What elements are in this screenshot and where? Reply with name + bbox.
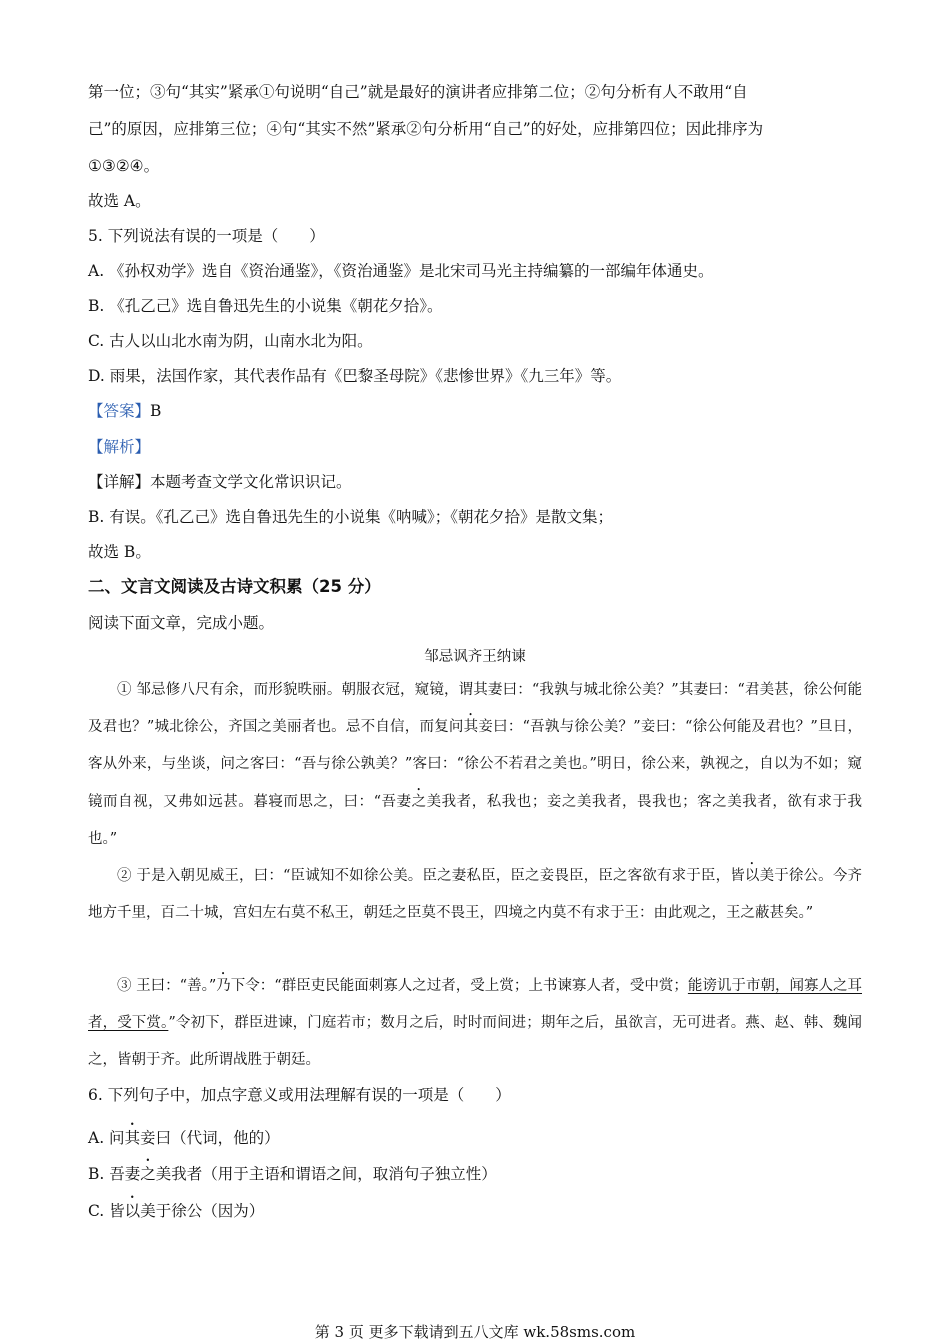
- p2-text-a: ② 于是入朝见威王，曰：“臣诚知不如徐公美。臣之妻私臣，臣之妾畏臣，臣之客欲有求于臣，皆: [117, 868, 745, 884]
- q6c-pre: C. 皆: [88, 1202, 125, 1220]
- q6a-post: 妾曰（代词，他的）: [140, 1129, 280, 1147]
- question-5-conclusion: 故选 B。: [88, 543, 151, 561]
- question-6-option-a: [88, 1120, 280, 1149]
- question-6-option-c: [88, 1193, 264, 1222]
- prev-answer-line-1: 第一位；③句“其实”紧承①句说明“自己”就是最好的演讲者应排第二位；②句分析有人不敢用“自: [88, 83, 748, 101]
- p3-text-a: ③ 王曰：“善。”: [117, 978, 217, 994]
- section-2-heading: 二、文言文阅读及古诗文积累（25 分）: [88, 577, 381, 596]
- q6a-pre: A. 问: [88, 1129, 125, 1147]
- q6b-dotted-char: 之: [140, 1165, 156, 1183]
- detail-line: 【详解】本题考查文学文化常识识记。: [88, 473, 352, 491]
- q6a-dotted-char: 其: [124, 1129, 141, 1147]
- question-6-stem: 6. 下列句子中，加点字意义或用法理解有误的一项是（ ）: [88, 1086, 511, 1104]
- passage-paragraph-3: [88, 968, 862, 1080]
- q6c-dotted-char: 以: [124, 1202, 141, 1220]
- question-5-option-b: B. 《孔乙己》选自鲁迅先生的小说集《朝花夕拾》。: [88, 297, 443, 315]
- p1-dotted-char-2: 之: [411, 793, 427, 810]
- prev-answer-line-2: 己”的原因，应排第三位；④句“其实不然”紧承②句分析用“自己”的好处，应排第四位；因此排序为: [88, 120, 764, 138]
- p2-dotted-char-1: 以: [744, 868, 760, 884]
- passage-title: 邹忌讽齐王纳谏: [424, 649, 526, 665]
- p3-text-b: 下令：“群臣吏民能面刺寡人之过者，受上赏；上书谏寡人者，受中赏；: [230, 978, 688, 994]
- q6b-pre: B. 吾妻: [88, 1165, 141, 1183]
- p1-text-a: ① 邹忌修八尺有余，而形貌昳丽。朝服衣冠，窥镜，谓其妻曰：“我孰与城北徐公美？”其妻曰：“君美甚，徐公何能及君也？”城北徐公，齐国之美丽者也。忌不自信，而复问: [88, 682, 862, 736]
- q6b-post: 美我者（用于主语和谓语之间，取消句子独立性）: [155, 1165, 497, 1183]
- question-5-stem: 5. 下列说法有误的一项是（ ）: [88, 227, 325, 245]
- prev-answer-line-3: ①③②④。: [88, 157, 160, 175]
- page-footer: 第 3 页 更多下载请到五八文库 wk.58sms.com: [314, 1323, 636, 1341]
- question-6-option-b: [88, 1156, 497, 1185]
- p1-text-c: 美我者，私我也；妾之美我者，畏我也；客之美我者，欲有求于我也。”: [88, 793, 862, 847]
- question-5-option-a: A. 《孙权劝学》选自《资治通鉴》，《资治通鉴》是北宋司马光主持编纂的一部编年体通史。: [88, 262, 714, 280]
- p1-text-b: 妾曰：“吾孰与徐公美？”妾曰：“徐公何能及君也？”旦日，客从外来，与坐谈，问之客曰：“吾与徐公孰美？”客曰：“徐公不若君之美也。”明日，徐公来，孰视之，自以为不如；窥镜而自视，又弗如远甚。暮寝而思之，曰：“吾妻: [88, 719, 863, 810]
- explain-line: B. 有误。《孔乙己》选自鲁迅先生的小说集《呐喊》；《朝花夕拾》是散文集；: [88, 508, 613, 526]
- p3-text-c: ”令初下，群臣进谏，门庭若市；数月之后，时时而间进；期年之后，虽欲言，无可进者。燕、赵、韩、魏闻之，皆朝于齐。此所谓战胜于朝廷。: [88, 1015, 862, 1069]
- reading-instruction: 阅读下面文章，完成小题。: [88, 614, 275, 632]
- p3-dotted-char-1: 乃: [216, 978, 231, 994]
- passage-paragraph-1: [88, 672, 862, 858]
- p3-underlined-sentence: 能谤讥于市朝，闻寡人之耳者，受下赏。: [88, 978, 862, 1032]
- answer-value: B: [150, 402, 162, 420]
- analysis-tag: 【解析】: [88, 438, 151, 456]
- passage-paragraph-2: [88, 858, 862, 932]
- answer-line: [88, 400, 161, 422]
- answer-tag: 【答案】: [88, 402, 151, 420]
- q6c-post: 美于徐公（因为）: [140, 1202, 265, 1220]
- question-5-option-d: D. 雨果，法国作家，其代表作品有《巴黎圣母院》《悲惨世界》《九三年》等。: [88, 367, 622, 385]
- question-5-option-c: C. 古人以山北水南为阴，山南水北为阳。: [88, 332, 373, 350]
- p1-dotted-char-1: 其: [463, 719, 479, 736]
- prev-conclusion: 故选 A。: [88, 192, 151, 210]
- p2-text-b: 美于徐公。今齐地方千里，百二十城，宫妇左右莫不私王，朝廷之臣莫不畏王，四境之内莫不有求于王：由此观之，王之蔽甚矣。”: [88, 868, 862, 922]
